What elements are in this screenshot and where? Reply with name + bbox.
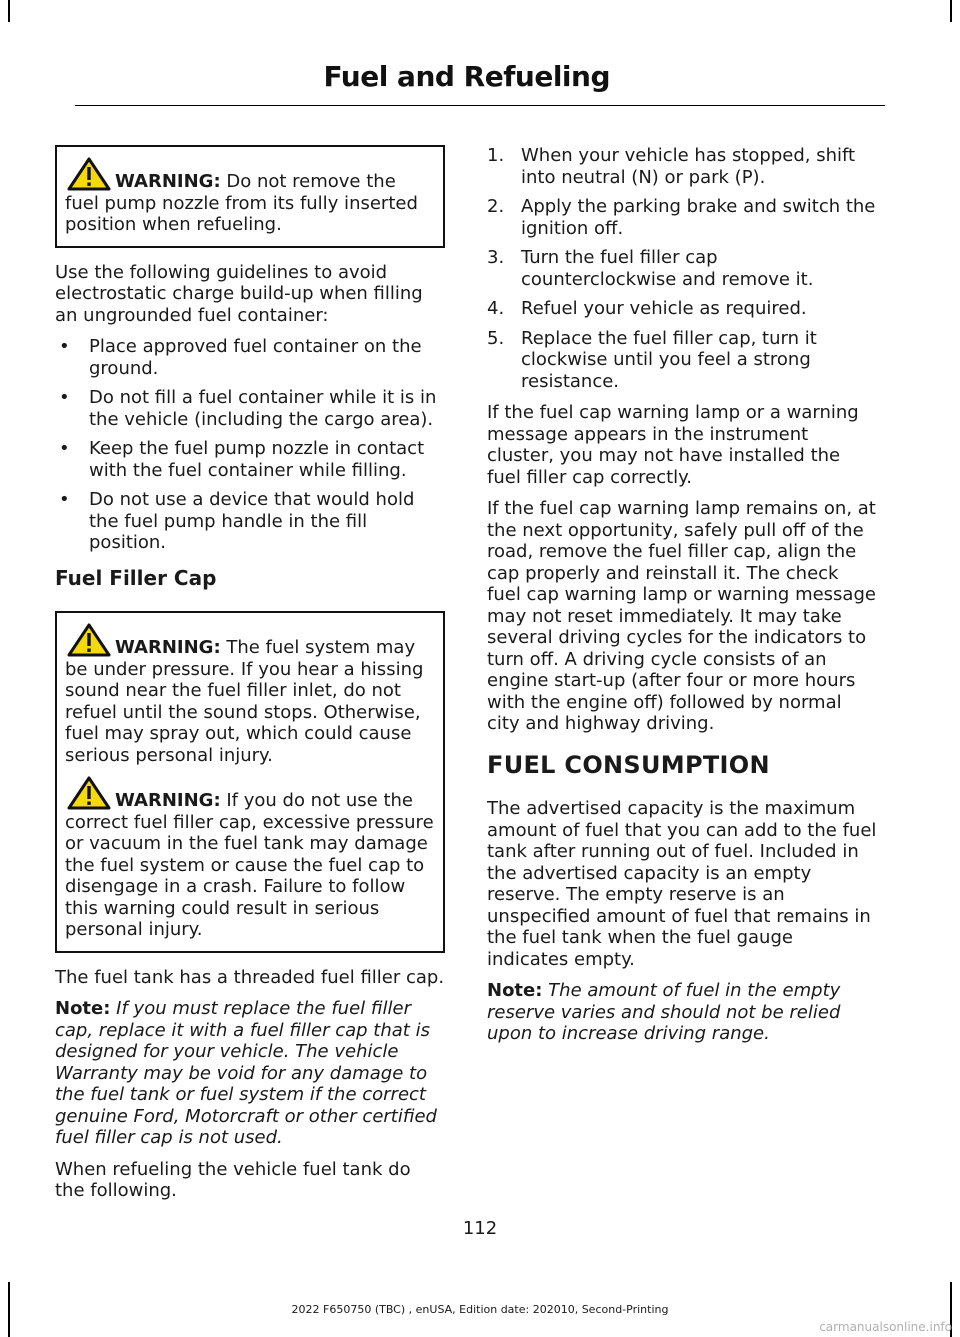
note-replace-cap: [55, 998, 445, 1149]
section-heading-fuel-consumption: FUEL CONSUMPTION: [487, 750, 770, 779]
warning-lamp-paragraph: If the fuel cap warning lamp or a warning message appears in the instrument cluster, you may not have installed the fuel filler cap correctly.: [487, 402, 859, 488]
list-item: 5. Replace the fuel filler cap, turn it clockwise until you feel a strong resistance.: [487, 327, 817, 392]
warning-box-filler-cap: [55, 611, 445, 953]
crop-mark-top-left-vertical: [8, 0, 10, 22]
bullet-glyph: •: [59, 336, 70, 357]
step-number: 5.: [487, 327, 505, 349]
note-text: If you must replace the fuel filler cap, replace it with a fuel filler cap that is designed for your vehicle. The vehicle Warranty may be void for any damage to the fuel tank or fuel system if the correct genuine Ford, Motorcraft or other certified fuel filler cap is not used.: [55, 998, 437, 1148]
list-item: • Place approved fuel container on the ground.: [59, 336, 422, 379]
refuel-intro-paragraph: When refueling the vehicle fuel tank do the following.: [55, 1158, 411, 1201]
step-number: 2.: [487, 196, 505, 217]
warning-correct-cap: [65, 776, 435, 941]
list-item: 2. Apply the parking brake and switch the ignition off.: [487, 196, 876, 239]
bullet-glyph: •: [59, 387, 70, 408]
warning-text: If you do not use the correct fuel filler cap, excessive pressure or vacuum in the fuel tank may damage the fuel system or cause the fuel cap to disengage in a crash. Failure to follow this warning could result in serious personal injury.: [65, 790, 434, 940]
refuel-steps-list: [487, 145, 877, 392]
page-header-title: Fuel and Refueling: [323, 60, 610, 93]
step-number: 1.: [487, 145, 505, 166]
warning-triangle-icon: [67, 776, 111, 810]
list-item: 3. Turn the fuel filler cap counterclockwise and remove it.: [487, 247, 814, 290]
list-item: 1. When your vehicle has stopped, shift into neutral (N) or park (P).: [487, 145, 856, 188]
list-item: • Do not use a device that would hold the fuel pump handle in the fill position.: [59, 489, 415, 553]
header-rule: [75, 105, 885, 106]
bullet-glyph: •: [59, 489, 70, 510]
warning-text: Do not remove the fuel pump nozzle from its fully inserted position when refueling.: [65, 171, 418, 235]
note-label: Note:: [487, 980, 543, 1001]
warning-box-nozzle: [55, 145, 445, 248]
warning-triangle-icon: [67, 623, 111, 657]
page-number: 112: [462, 1218, 498, 1239]
left-column: [55, 145, 445, 1212]
warning-label: WARNING:: [115, 171, 221, 192]
warning-nozzle: [65, 157, 435, 236]
advertised-capacity-paragraph: The advertised capacity is the maximum amount of fuel that you can add to the fuel tank after running out of fuel. Included in the advertised capacity is an empty reserve. The empty reserve is an unspecified amount of fuel that remains in the fuel tank when the fuel gauge indicates empty.: [487, 798, 877, 970]
warning-label: WARNING:: [115, 790, 221, 811]
list-item: 4. Refuel your vehicle as required.: [487, 298, 807, 319]
warning-pressure: [65, 623, 435, 766]
warning-triangle-icon: [67, 157, 111, 191]
list-item: • Keep the fuel pump nozzle in contact with the fuel container while filling.: [59, 438, 425, 481]
note-empty-reserve: [487, 980, 877, 1045]
crop-mark-top-right-vertical: [950, 0, 952, 22]
guideline-list: [55, 336, 445, 554]
right-column: [487, 145, 877, 1055]
bullet-glyph: •: [59, 438, 70, 459]
watermark: carmanualsonline.info: [819, 1320, 952, 1334]
note-text: The amount of fuel in the empty reserve varies and should not be relied upon to increase driving range.: [487, 980, 841, 1044]
step-number: 3.: [487, 247, 505, 268]
note-label: Note:: [55, 998, 111, 1019]
warning-label: WARNING:: [115, 637, 221, 658]
step-number: 4.: [487, 298, 505, 319]
threaded-cap-paragraph: The fuel tank has a threaded fuel filler cap.: [55, 966, 445, 988]
warning-text: The fuel system may be under pressure. If you hear a hissing sound near the fuel filler inlet, do not refuel until the sound stops. Otherwise, fuel may spray out, which could cause serious personal injury.: [65, 637, 424, 766]
intro-paragraph: Use the following guidelines to avoid electrostatic charge build-up when filling an ungrounded fuel container:: [55, 261, 423, 326]
footer-edition: 2022 F650750 (TBC) , enUSA, Edition date: 202010, Second-Printing: [291, 1303, 669, 1316]
warning-lamp-remains-paragraph: If the fuel cap warning lamp remains on, at the next opportunity, safely pull off of the road, remove the fuel filler cap, align the cap properly and reinstall it. The check fuel cap warning lamp or warning message may not reset immediately. It may take several driving cycles for the indicators to turn off. A driving cycle consists of an engine start-up (after four or more hours with the engine off) followed by normal city and highway driving.: [487, 498, 876, 734]
subheading-fuel-filler-cap: Fuel Filler Cap: [55, 565, 217, 590]
list-item: • Do not fill a fuel container while it is in the vehicle (including the cargo area).: [59, 387, 437, 430]
